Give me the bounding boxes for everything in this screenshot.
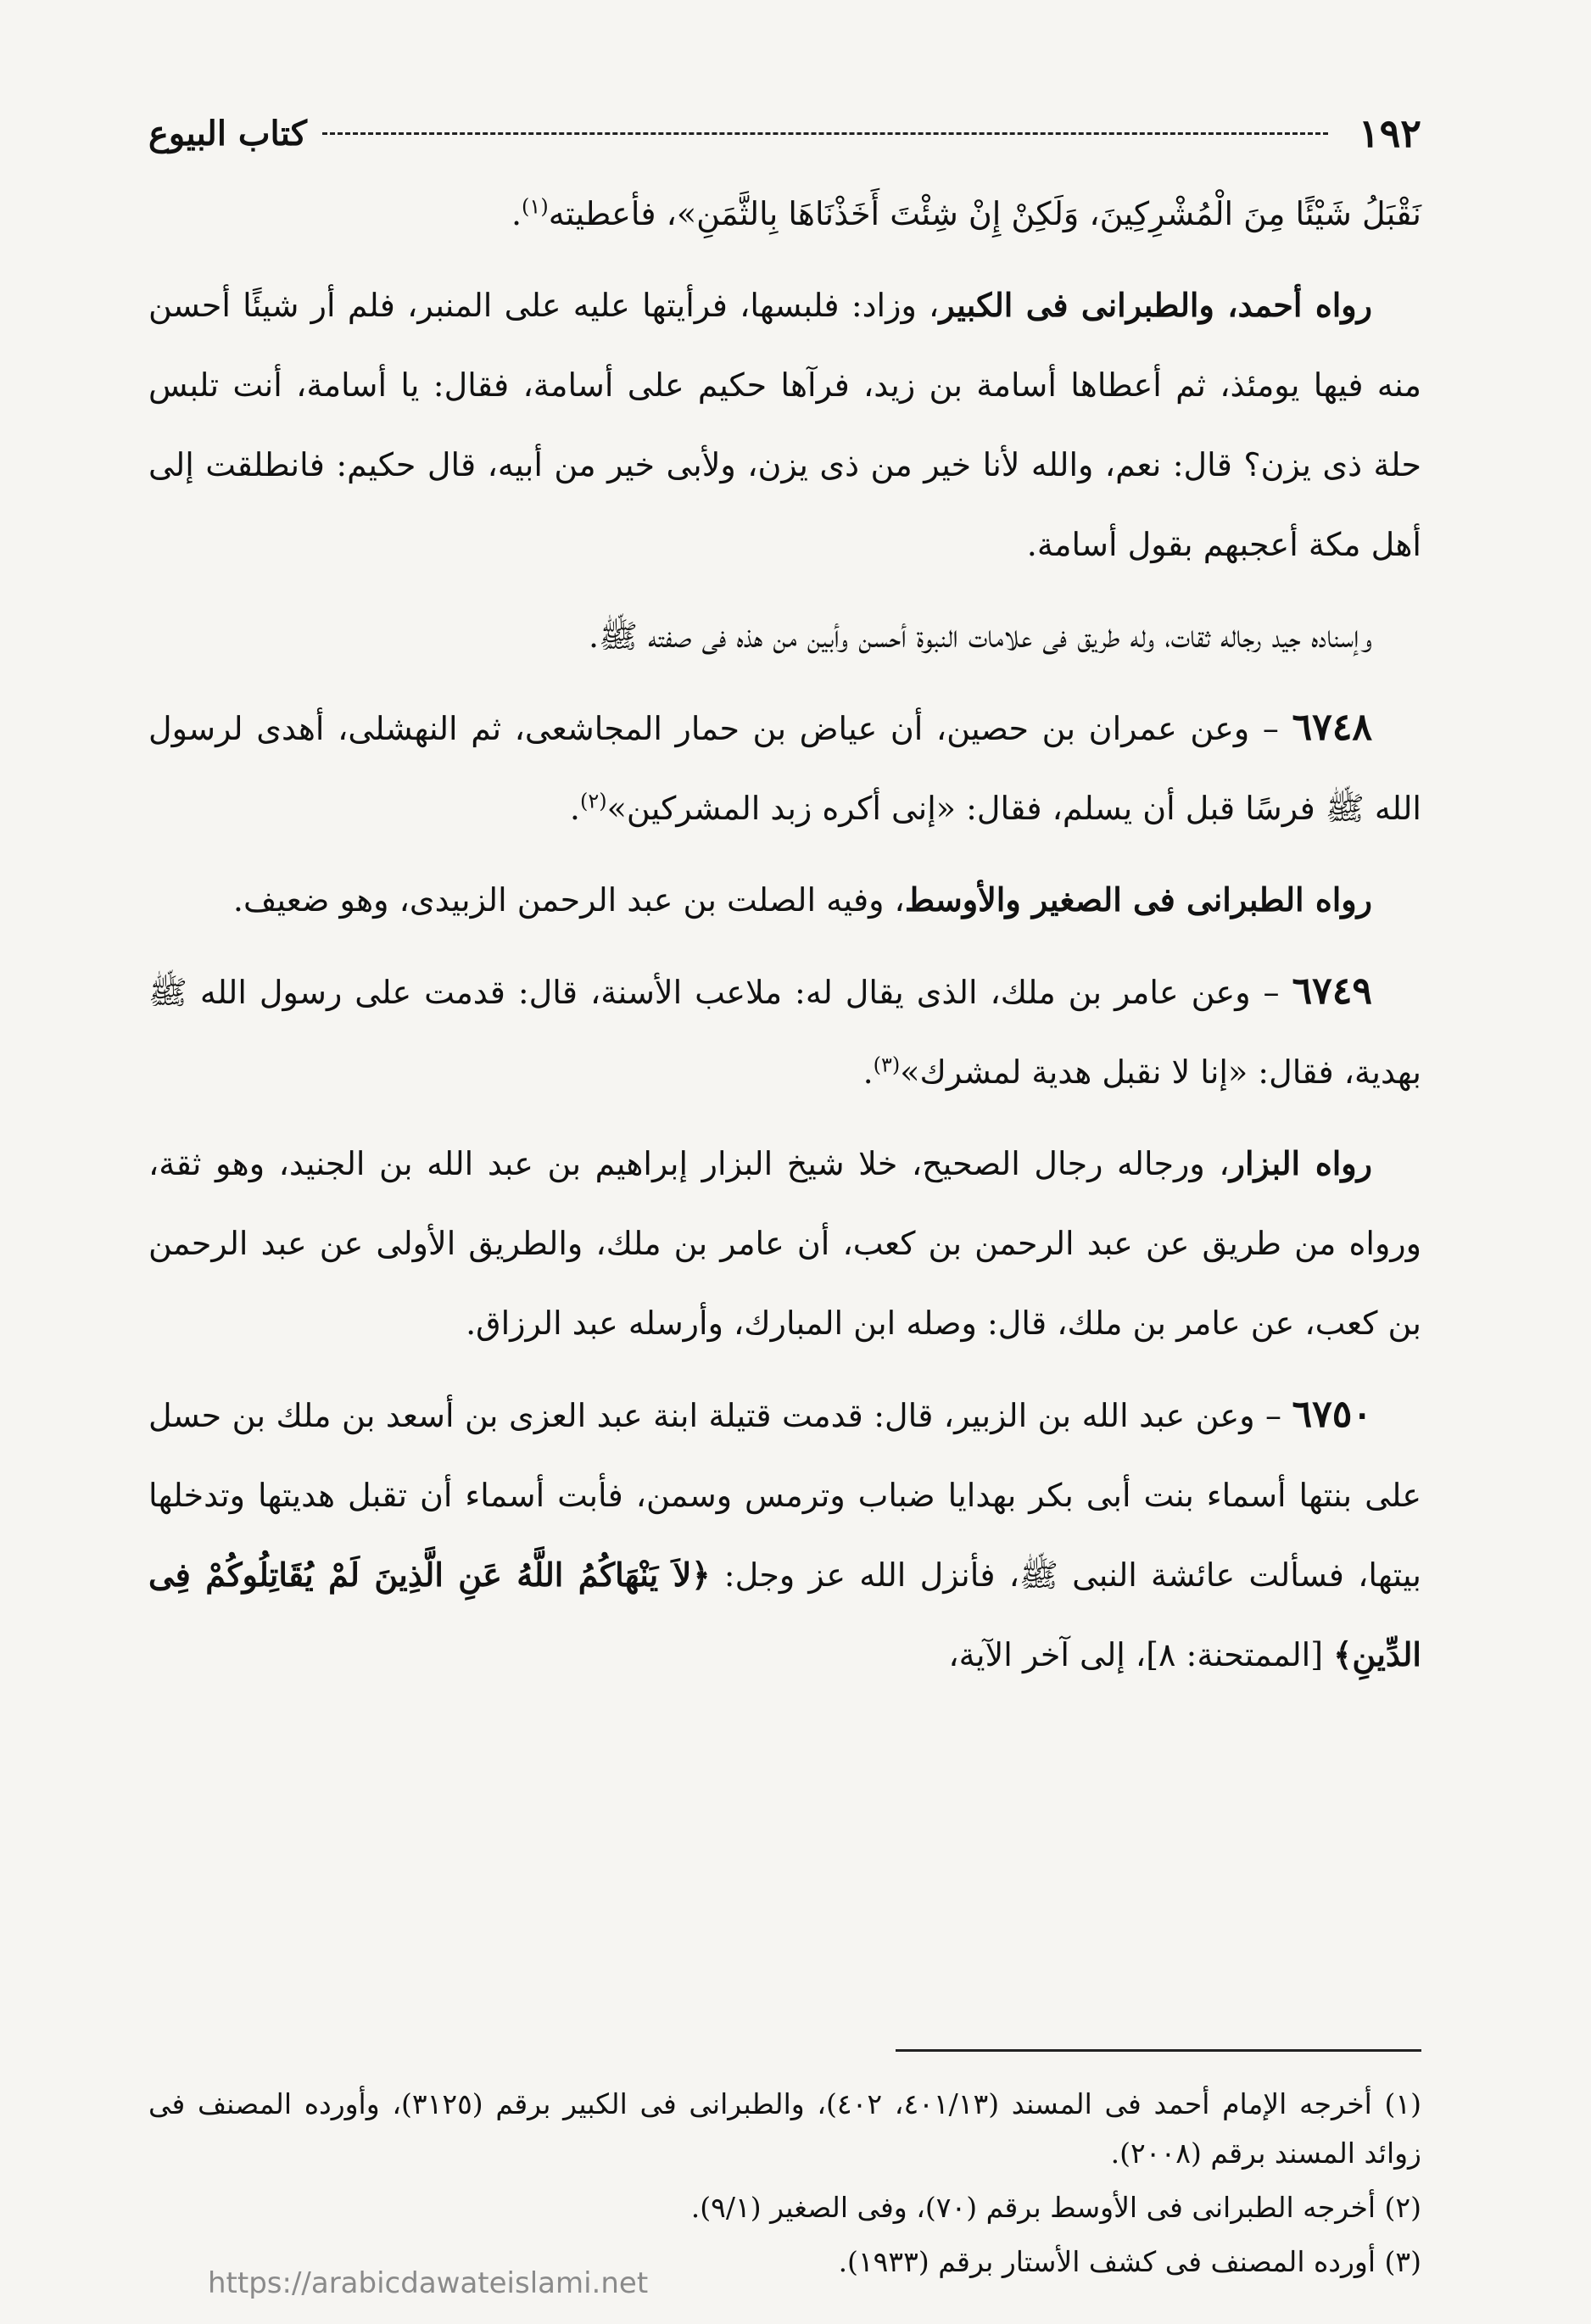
watermark-url: https://arabicdawateislami.net xyxy=(208,2266,649,2300)
hadith-text: – وعن عامر بن ملك، الذى يقال له: ملاعب الأسنة، قال: قدمت على رسول الله ﷺ بهدية، فقال: «إنا لا نقبل هدية لمشرك» xyxy=(148,974,1421,1091)
hadith-text: – وعن عمران بن حصين، أن عياض بن حمار المجاشعى، ثم النهشلى، أهدى لرسول الله ﷺ فرسًا قبل أن يسلم، فقال: «إنى أكره زبد المشركين» xyxy=(148,710,1421,827)
main-text xyxy=(148,174,1421,1707)
footnote-ref: (٢) xyxy=(580,789,607,813)
hadith-number: ٦٧٥٠ xyxy=(1292,1393,1372,1436)
footnote-separator xyxy=(896,2049,1421,2052)
paragraph-text: نَقْبَلُ شَيْئًا مِنَ الْمُشْرِكِينَ، وَلَكِنْ إِنْ شِئْتَ أَخَذْنَاهَا بِالثَّمَنِ»، فأعطيته xyxy=(548,195,1421,232)
hadith-number: ٦٧٤٩ xyxy=(1292,969,1372,1013)
page-number: ١٩٢ xyxy=(1358,110,1421,156)
paragraph-text: ، وفيه الصلت بن عبد الرحمن الزبيدى، وهو ضعيف. xyxy=(232,881,905,919)
page-header xyxy=(148,103,1421,163)
paragraph-continuation: نَقْبَلُ شَيْئًا مِنَ الْمُشْرِكِينَ، وَلَكِنْ إِنْ شِئْتَ أَخَذْنَاهَا بِالثَّمَنِ»، فأعطيته$^{(١)}$. xyxy=(511,194,1421,232)
hadith-number: ٦٧٤٨ xyxy=(1292,706,1372,749)
footnote-2: (٢) أخرجه الطبرانى فى الأوسط برقم (٧٠)، وفى الصغير (٩/١). xyxy=(690,2191,1421,2224)
hadith-6748: ٦٧٤٨ – وعن عمران بن حصين، أن عياض بن حمار المجاشعى، ثم النهشلى، أهدى لرسول الله ﷺ فرسًا قبل أن يسلم، فقال: «إنى أكره زبد المشركين»$^{(٢)}$. xyxy=(148,706,1421,827)
footnotes xyxy=(148,2080,1421,2292)
verse-reference: [الممتحنة: ٨]، إلى آخر الآية، xyxy=(948,1636,1334,1673)
paragraph-text: وإسناده جيد رجاله ثقات، وله طريق فى علامات النبوة أحسن وأبين من هذه فى صفته ﷺ. xyxy=(589,617,1372,655)
header-dashed-rule xyxy=(322,132,1328,135)
paragraph-text: ، ورجاله رجال الصحيح، خلا شيخ البزار إبراهيم بن عبد الله بن الجنيد، وهو ثقة، ورواه من طريق عن عبد الرحمن بن كعب، أن عامر بن ملك، والطريق الأولى عن عبد الرحمن بن كعب، عن عامر بن ملك، قال: وصله ابن المبارك، وأرسله عبد الرزاق. xyxy=(148,1145,1421,1342)
footnote-3: (٣) أورده المصنف فى كشف الأستار برقم (١٩٣٣). xyxy=(838,2245,1421,2278)
source-attribution: رواه الطبرانى فى الصغير والأوسط xyxy=(904,880,1372,919)
source-attribution: رواه أحمد، والطبرانى فى الكبير xyxy=(939,286,1372,324)
footnote-1: (١) أخرجه الإمام أحمد فى المسند (٤٠١/١٣، ٤٠٢)، والطبرانى فى الكبير برقم (٣١٢٥)، وأورده المصنف فى زوائد المسند برقم (٢٠٠٨). xyxy=(148,2087,1421,2170)
hadith-6750 xyxy=(148,1375,1421,1695)
hadith-text: – وعن عبد الله بن الزبير، قال: قدمت قتيلة ابنة عبد العزى بن أسعد بن ملك بن حسل على بنتها أسماء بنت أبى بكر بهدايا ضباب وترمس وسمن، فأبت أسماء أن تقبل هديتها وتدخلها بيتها، فسألت عائشة النبى ﷺ، فأنزل الله عز وجل: xyxy=(148,1397,1421,1594)
footnote-ref: (٣) xyxy=(873,1053,901,1077)
footnote-ref: (١) xyxy=(522,194,549,219)
paragraph-grading xyxy=(148,596,1421,676)
quran-verse: ﴿لاَ يَنْهَاكُمُ اللَّهُ عَنِ الَّذِينَ لَمْ يُقَاتِلُوكُمْ فِى الدِّينِ﴾ xyxy=(148,1556,1421,1673)
hadith-6749: ٦٧٤٩ – وعن عامر بن ملك، الذى يقال له: ملاعب الأسنة، قال: قدمت على رسول الله ﷺ بهدية، فقال: «إنا لا نقبل هدية لمشرك»$^{(٣)}$. xyxy=(148,969,1421,1091)
book-title: كتاب البيوع xyxy=(148,113,307,154)
paragraph-takhrij xyxy=(148,265,1421,584)
paragraph-text: ، وزاد: فلبسها، فرأيتها عليه على المنبر، فلم أر شيئًا أحسن منه فيها يومئذ، ثم أعطاها أسامة بن زيد، فرآها حكيم على أسامة، فقال: يا أسامة، أنت تلبس حلة ذى يزن؟ قال: نعم، والله لأنا خير من ذى يزن، ولأبى خير من أبيه، قال حكيم: فانطلقت إلى أهل مكة أعجبهم بقول أسامة. xyxy=(148,287,1421,563)
source-attribution: رواه البزار xyxy=(1229,1144,1372,1182)
paragraph-takhrij xyxy=(148,1124,1421,1363)
paragraph-takhrij xyxy=(148,860,1421,940)
